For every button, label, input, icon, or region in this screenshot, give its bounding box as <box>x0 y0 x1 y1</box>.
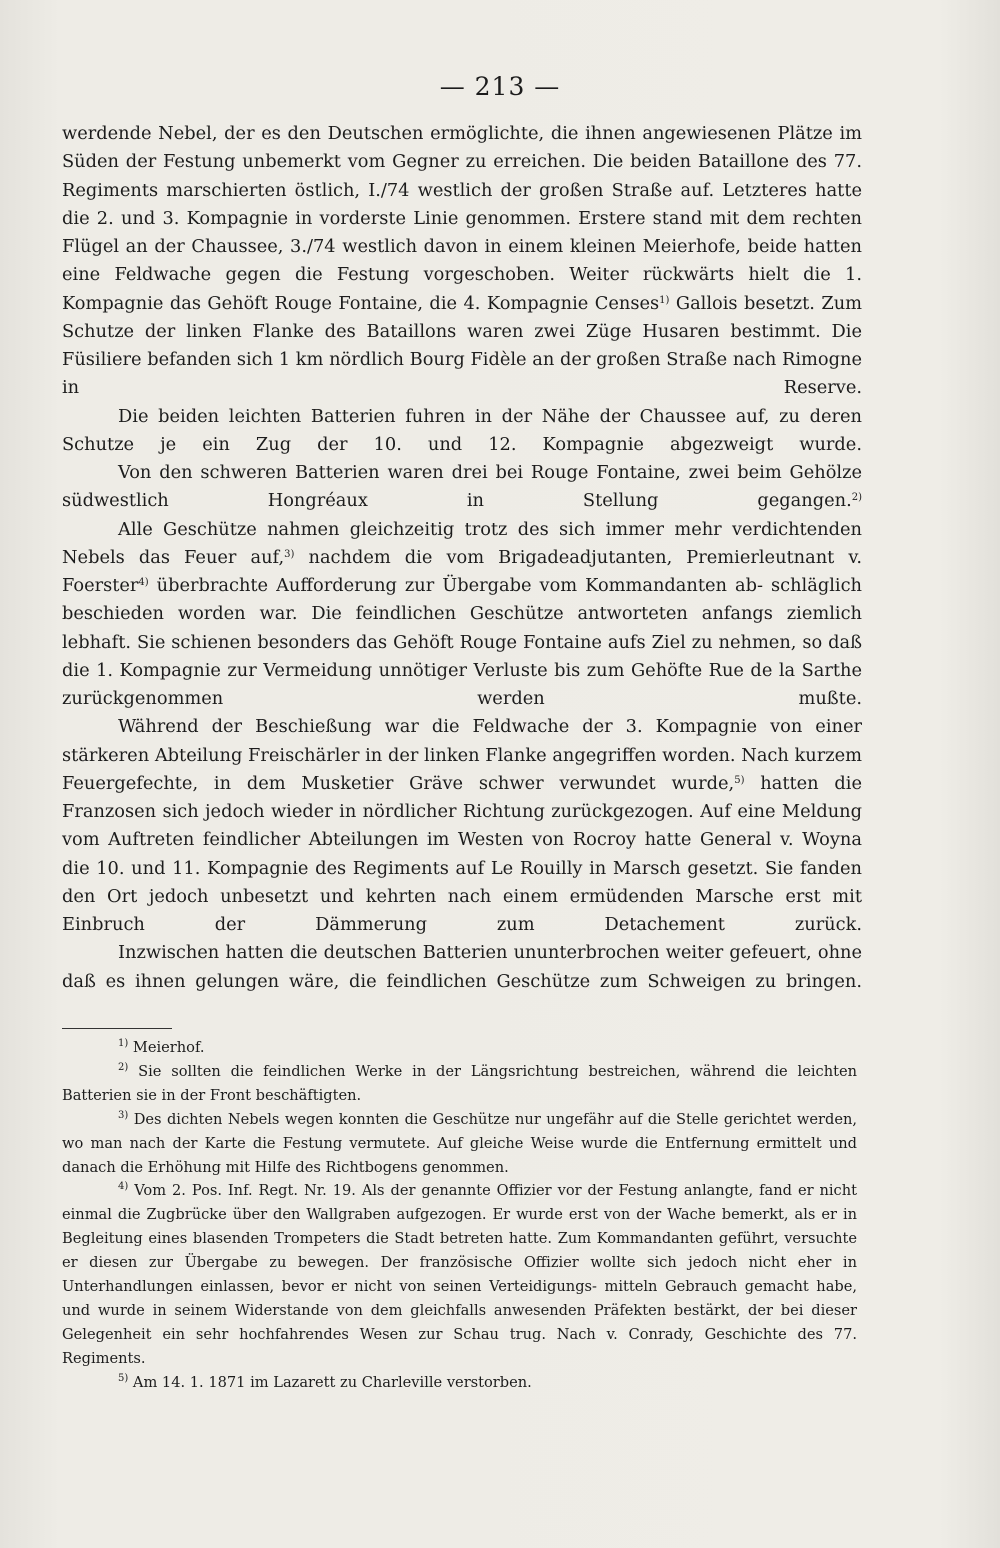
footnote-text: wollte sich jedoch nicht eher in Unterhandlungen einlassen, bevor er nicht von seinen Verteidigungs- <box>62 1254 857 1296</box>
footnote-1 <box>62 1036 857 1060</box>
text-line: Marsche erst mit Einbruch der Dämmerung zum Detachement zurück. <box>62 885 862 935</box>
text-line: ziemlich lebhaft. Sie schienen besonders das Gehöft Rouge Fontaine aufs Ziel <box>62 603 862 653</box>
footnote-text: Meierhof. <box>128 1039 205 1056</box>
text-line: Meierhofe, beide hatten eine Feldwache gegen die Festung vorgeschoben. Weiter <box>62 236 862 286</box>
footnote-mark: 1) <box>118 1038 129 1049</box>
footnote-text: Wache bemerkt, als er in Begleitung eines blasenden Trompeters die Stadt betreten hatte. Zum <box>62 1206 858 1248</box>
footnote-4 <box>62 1179 857 1370</box>
paragraph-2 <box>62 403 862 460</box>
footnote-mark: 4) <box>118 1181 129 1193</box>
footnote-mark: 2) <box>118 1061 129 1073</box>
paragraph-1 <box>62 120 862 403</box>
text-line: Fidèle an der großen Straße nach Rimogne in Reserve. <box>62 349 862 399</box>
text-line: Nebels das Feuer auf, <box>62 546 285 568</box>
footnotes <box>62 1036 857 1395</box>
text-line: Gehöfte Rue de la Sarthe zurückgenommen werden mußte. <box>62 659 863 709</box>
footnote-text: Batterien sie in der Front beschäftigten. <box>62 1086 362 1104</box>
text-line: überbrachte Aufforderung zur Übergabe vom Kommandanten ab- <box>148 575 763 596</box>
paragraph-6 <box>62 939 862 996</box>
paragraph-4 <box>62 516 862 714</box>
footnote-text: Des dichten Nebels wegen konnten die Geschütze nur ungefähr auf die Stelle gerichtet <box>128 1110 792 1128</box>
footnote-ref[interactable]: 4) <box>138 577 149 588</box>
text-line: kurzem Feuergefechte, in dem Musketier Gräve schwer verwundet wurde, <box>62 744 863 794</box>
text-line: Gallois besetzt. Zum Schutze der linken Flanke des Bataillons waren <box>62 292 863 342</box>
text-line: Schutze je ein Zug der 10. und 12. Kompagnie abgezweigt wurde. <box>62 433 862 455</box>
footnote-text: ermittelt und danach die Erhöhung mit Hilfe des Richtbogens genommen. <box>62 1134 857 1176</box>
footnote-text: Am 14. 1. 1871 im Lazarett zu Charleville verstorben. <box>128 1373 532 1391</box>
text-line: mit dem rechten Flügel an der Chaussee, 3./74 westlich davon in einem kleinen <box>62 207 862 257</box>
text-line: stärkeren Abteilung Freischärler in der linken Flanke angegriffen worden. Nach <box>62 744 789 766</box>
footnote-2 <box>62 1060 857 1108</box>
text-line: Meldung vom Auftreten feindlicher Abteilungen im Westen von Rocroy hatte General <box>62 801 863 851</box>
text-line: hatten <box>744 772 819 794</box>
footnote-text: Vom 2. Pos. Inf. Regt. Nr. 19. Als der genannte Offizier vor der Festung anlangte, <box>128 1182 754 1200</box>
footnote-text: Nach v. Conrady, Geschichte des 77. Regiments. <box>62 1325 857 1367</box>
footnote-text: werden, wo man nach der Karte die Festung vermutete. Auf gleiche Weise wurde die Entfernung <box>62 1110 857 1152</box>
footnote-ref[interactable]: 3) <box>284 548 295 560</box>
footnote-text: fand er nicht einmal die Zugbrücke über den Wallgraben aufgezogen. Er wurde erst von der <box>62 1182 857 1224</box>
paragraph-3 <box>62 459 862 516</box>
text-line: des 77. Regiments marschierten östlich, I./74 westlich der großen Straße auf. <box>62 151 862 201</box>
text-line: Während der Beschießung war die Feldwache der 3. Kompagnie von einer <box>118 716 862 738</box>
text-line: zwei Züge Husaren bestimmt. Die Füsiliere befanden sich 1 km nördlich Bourg <box>62 320 863 370</box>
text-line: rückwärts hielt die 1. Kompagnie das Gehöft Rouge Fontaine, die 4. Kompagnie <box>62 264 862 314</box>
footnote-text: Kommandanten geführt, versuchte er diesen zur Übergabe zu bewegen. Der französische Offizier <box>62 1230 858 1272</box>
text-line: Von den schweren Batterien waren drei bei Rouge Fontaine, zwei beim <box>118 462 782 483</box>
text-line: die Franzosen sich jedoch wieder in nördlicher Richtung zurückgezogen. Auf eine <box>62 772 862 822</box>
footnote-text: Präfekten bestärkt, der bei dieser Gelegenheit ein sehr hochfahrendes Wesen zur Schau trug. <box>62 1301 857 1343</box>
footnote-divider <box>62 1028 172 1029</box>
text-line: Gehölze südwestlich Hongréaux in Stellung gegangen. <box>62 462 863 512</box>
text-line: zu nehmen, so daß die 1. Kompagnie zur Vermeidung unnötiger Verluste bis zum <box>62 631 862 681</box>
footnote-mark: 5) <box>118 1372 129 1384</box>
text-line: Censes <box>594 292 660 314</box>
text-line: Alle Geschütze nahmen gleichzeitig trotz des sich immer mehr verdichtenden <box>118 518 862 540</box>
text-line: v. Foerster <box>62 546 862 596</box>
footnote-ref[interactable]: 1) <box>659 294 670 306</box>
text-line: daß es ihnen gelungen wäre, die feindlichen Geschütze zum Schweigen zu bringen. <box>62 970 862 992</box>
text-line: schläglich beschieden worden war. Die feindlichen Geschütze antworteten anfangs <box>62 575 862 625</box>
footnote-3 <box>62 1108 857 1180</box>
footnote-ref[interactable]: 2) <box>851 492 862 504</box>
text-line: nachdem die vom Brigadeadjutanten, Premierleutnant <box>294 546 835 568</box>
paragraph-5 <box>62 713 862 939</box>
text-line: gesetzt. Sie fanden den Ort jedoch unbesetzt und kehrten nach einem ermüdenden <box>62 857 862 907</box>
footnote-text: mitteln Gebrauch gemacht habe, und wurde in seinem Widerstande von dem gleichfalls anwesenden <box>62 1278 858 1319</box>
text-line: Letzteres hatte die 2. und 3. Kompagnie in vorderste Linie genommen. Erstere stand <box>62 179 862 229</box>
text-line: v. Woyna die 10. und 11. Kompagnie des Regiments auf Le Rouilly in Marsch <box>62 829 862 879</box>
footnote-ref[interactable]: 5) <box>734 774 745 786</box>
footnote-5 <box>62 1371 857 1395</box>
footnote-mark: 3) <box>118 1109 129 1121</box>
text-line: Die beiden leichten Batterien fuhren in der Nähe der Chaussee auf, zu deren <box>118 405 862 427</box>
text-line: werdende Nebel, der es den Deutschen ermöglichte, die ihnen angewiesenen Plätze <box>62 123 833 144</box>
page-number: — 213 — <box>439 72 561 101</box>
text-line: im Süden der Festung unbemerkt vom Gegner zu erreichen. Die beiden Bataillone <box>62 123 862 173</box>
main-text <box>62 120 862 996</box>
footnote-text: Sie sollten die feindlichen Werke in der Längsrichtung bestreichen, während die leichten <box>128 1062 857 1080</box>
text-line: Inzwischen hatten die deutschen Batterien ununterbrochen weiter gefeuert, ohne <box>118 942 862 964</box>
